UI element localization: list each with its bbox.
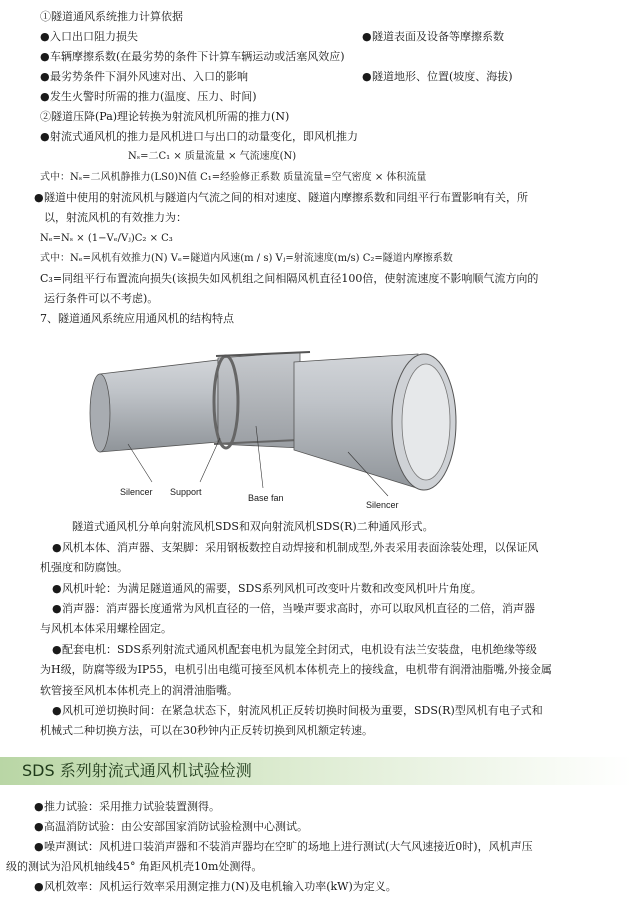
bullet-line: ●入口出口阻力损失 — [40, 30, 138, 43]
formula-legend: 式中：Nₑ=风机有效推力(N) Vₑ=隧道内风速(m / s) Vⱼ=射流速度(m/s) C₂=隧道内摩擦系数 — [40, 253, 453, 264]
bullet-line: ●最劣势条件下洞外风速对出、入口的影响 — [40, 70, 248, 83]
heading-basis: ①隧道通风系统推力计算依据 — [40, 10, 183, 23]
label-support: Support — [170, 487, 202, 497]
text-line: 机械式二种切换方法，可以在30秒钟内正反转切换到风机额定转速。 — [40, 724, 373, 737]
bullet-line: ●隧道地形、位置(坡度、海拔) — [362, 70, 513, 83]
formula-static-thrust: Nₛ=二C₁ × 质量流量 × 气流速度(N) — [128, 151, 297, 162]
heading-conversion: ②隧道压降(Pa)理论转换为射流风机所需的推力(N) — [40, 110, 290, 123]
formula-legend: 式中：Nₛ=二风机静推力(LS0)N值 C₁=经验修正系数 质量流量=空气密度 × 体积流量 — [40, 172, 427, 183]
bullet-line: ●隧道中使用的射流风机与隧道内气流之间的相对速度、隧道内摩擦系数和同组平行布置影响有关，所 — [34, 191, 528, 204]
bullet-line: ●风机本体、消声器、支架脚：采用钢板数控自动焊接和机制成型,外表采用表面涂装处理，以保证风 — [52, 541, 539, 554]
formula-effective-thrust: Nₑ=Nₛ × (1−Vₑ/Vⱼ)C₂ × C₃ — [40, 233, 173, 244]
label-base-fan: Base fan — [248, 493, 284, 503]
label-silencer-right: Silencer — [366, 500, 399, 510]
bullet-line: ●配套电机：SDS系列射流式通风机配套电机为鼠笼全封闭式，电机设有法兰安装盘，电机绝缘等级 — [52, 643, 537, 656]
heading-structure: 7、隧道通风系统应用通风机的结构特点 — [40, 312, 234, 325]
text-line: 与风机本体采用螺栓固定。 — [40, 622, 172, 635]
bullet-line: ●隧道表面及设备等摩擦系数 — [362, 30, 504, 43]
bullet-line: ●风机叶轮：为满足隧道通风的需要，SDS系列风机可改变叶片数和改变风机叶片角度。 — [52, 582, 482, 595]
section-title: SDS 系列射流式通风机试验检测 — [22, 761, 252, 780]
bullet-line: ●车辆摩擦系数(在最劣势的条件下计算车辆运动或活塞风效应) — [40, 50, 345, 63]
bullet-line: ●推力试验：采用推力试验装置测得。 — [34, 800, 220, 813]
jet-fan-figure — [88, 332, 468, 512]
text-line: 机强度和防腐蚀。 — [40, 561, 128, 574]
text-line: 运行条件可以不考虑)。 — [44, 292, 159, 305]
bullet-line: ●风机可逆切换时间：在紧急状态下，射流风机正反转切换时间极为重要，SDS(R)型风机有电子式和 — [52, 704, 543, 717]
label-silencer-left: Silencer — [120, 487, 153, 497]
text-line: 为H级，防腐等级为IP55，电机引出电缆可接至风机本体机壳上的接线盒，电机带有润滑油脂嘴,外接金属 — [40, 663, 552, 676]
bullet-line: ●消声器：消声器长度通常为风机直径的一倍，当噪声要求高时，亦可以取风机直径的二倍，消声器 — [52, 602, 535, 615]
text-line: 隧道式通风机分单向射流风机SDS和双向射流风机SDS(R)二种通风形式。 — [72, 520, 434, 533]
text-line: C₃=同组平行布置流向损失(该损失如风机组之间相隔风机直径100倍，使射流速度不影响顺气流方向的 — [40, 272, 539, 285]
bullet-line: ●风机效率：风机运行效率采用测定推力(N)及电机输入功率(kW)为定义。 — [34, 880, 397, 893]
bullet-line: ●高温消防试验：由公安部国家消防试验检测中心测试。 — [34, 820, 308, 833]
section-header-testing — [0, 757, 632, 785]
text-line: 以，射流风机的有效推力为： — [44, 211, 187, 224]
bullet-line: ●发生火警时所需的推力(温度、压力、时间) — [40, 90, 257, 103]
bullet-line: ●噪声测试：风机进口装消声器和不装消声器均在空旷的场地上进行测试(大气风速接近0时)，风机声压 — [34, 840, 533, 853]
bullet-line: ●射流式通风机的推力是风机进口与出口的动量变化，即风机推力 — [40, 130, 358, 143]
text-line: 级的测试为沿风机轴线45° 角距风机壳10m处测得。 — [6, 860, 263, 873]
text-line: 软管接至风机本体机壳上的润滑油脂嘴。 — [40, 684, 238, 697]
